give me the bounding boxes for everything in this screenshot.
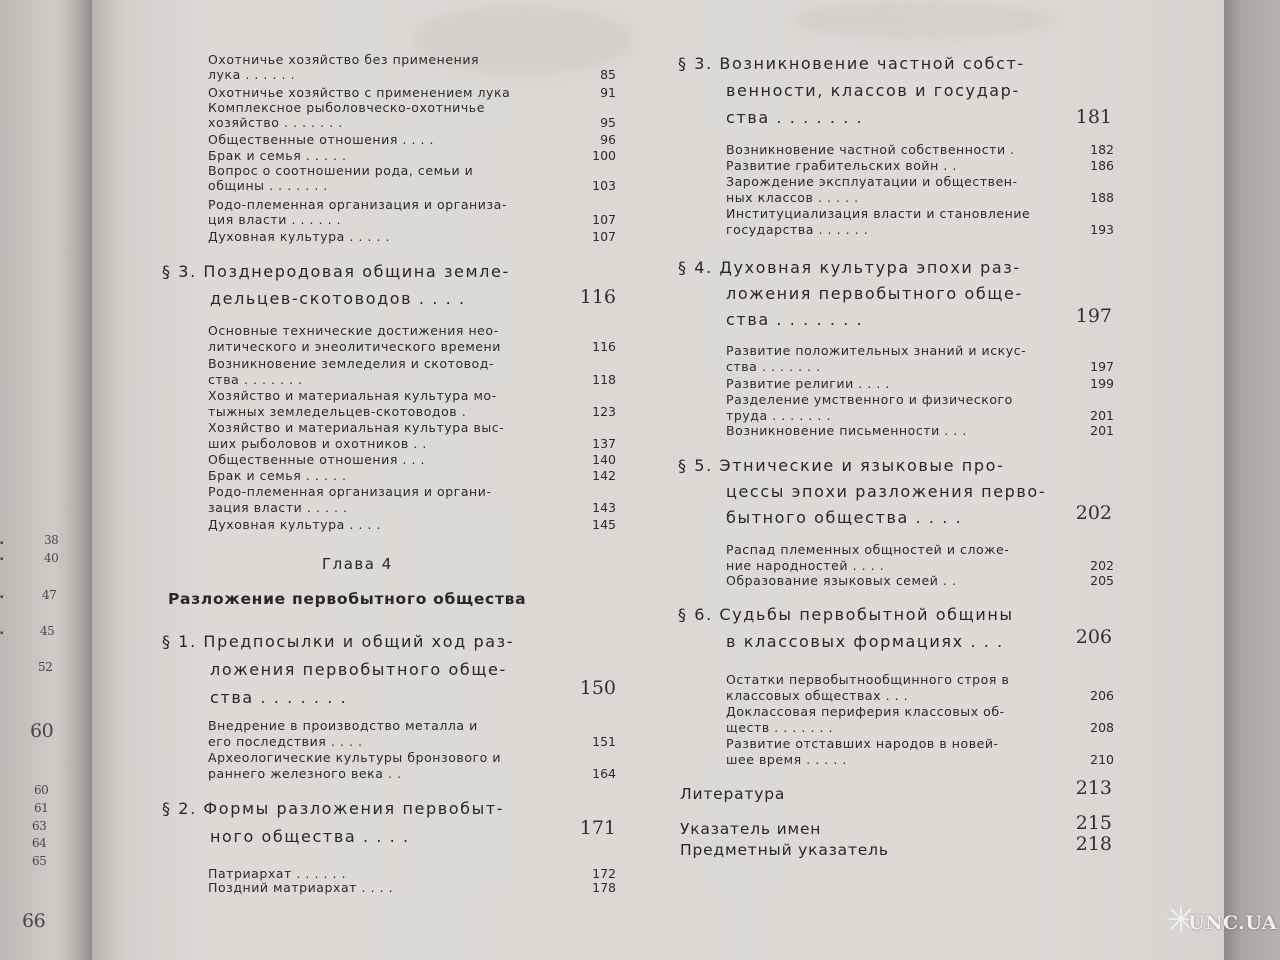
toc-entry-line: Основные технические достижения нео- <box>208 323 499 338</box>
section-heading-line: венности, классов и государ- <box>726 81 1020 100</box>
toc-entry-line: ших рыболовов и охотников . . <box>208 436 427 451</box>
section-heading-line: ства . . . . . . . <box>726 310 864 329</box>
toc-entry-page: 208 <box>1090 720 1114 735</box>
toc-entry-line: государства . . . . . . <box>726 222 869 237</box>
watermark <box>1166 904 1276 948</box>
left-page-number: 45 <box>40 624 55 638</box>
section-heading-line: § 3. Возникновение частной собст- <box>678 54 1025 73</box>
chapter-title: Разложение первобытного общества <box>168 590 527 608</box>
left-page-number: 38 <box>44 533 59 547</box>
section-heading-line: бытного общества . . . . <box>726 508 963 527</box>
toc-final-page: 218 <box>1075 833 1112 855</box>
left-page-number: 40 <box>44 551 59 565</box>
toc-entry-line: Возникновение земледелия и скотовод- <box>208 356 495 371</box>
toc-entry-page: 202 <box>1090 558 1114 573</box>
toc-entry-line: Развитие положительных знаний и искус- <box>726 343 1027 358</box>
toc-entry-line: Брак и семья . . . . . <box>208 468 347 483</box>
toc-entry-line: Общественные отношения . . . . <box>208 132 435 147</box>
section-page-number: 181 <box>1075 106 1112 128</box>
toc-entry-line: Духовная культура . . . . . <box>208 229 391 244</box>
left-page-number: 61 <box>34 801 49 815</box>
toc-entry-line: Хозяйство и материальная культура выс- <box>208 420 505 435</box>
toc-entry-page: 116 <box>592 339 616 354</box>
toc-entry-line: Родо-племенная организация и органи- <box>208 484 492 499</box>
toc-entry-page: 137 <box>592 436 616 451</box>
section-page-number: 206 <box>1075 626 1112 648</box>
section-page-number: 150 <box>579 677 616 699</box>
previous-page-edge <box>0 0 92 960</box>
left-page-number: 66 <box>22 910 46 932</box>
toc-final-entry: Предметный указатель <box>680 841 889 859</box>
toc-entry-line: Развитие отставших народов в новей- <box>726 736 999 751</box>
toc-entry-page: 193 <box>1090 222 1114 237</box>
left-page-mark: ▪ <box>0 556 4 562</box>
toc-entry-line: Развитие грабительских войн . . <box>726 158 957 173</box>
toc-entry-page: 210 <box>1090 752 1114 767</box>
toc-entry-line: Хозяйство и материальная культура мо- <box>208 388 497 403</box>
toc-entry-page: 95 <box>600 115 616 131</box>
toc-entry-page: 85 <box>600 67 616 83</box>
toc-entry-page: 178 <box>592 880 616 895</box>
toc-entry-line: Патриархат . . . . . . <box>208 866 347 881</box>
book-edge-right <box>1224 0 1280 960</box>
toc-entry-page: 201 <box>1090 423 1114 438</box>
left-page-number: 52 <box>38 660 53 674</box>
toc-entry-line: Брак и семья . . . . . <box>208 148 347 163</box>
section-page-number: 197 <box>1075 305 1112 327</box>
toc-entry-line: Археологические культуры бронзового и <box>208 750 502 765</box>
section-heading-line: ложения первобытного обще- <box>726 284 1023 303</box>
toc-final-page: 215 <box>1075 812 1112 834</box>
toc-entry-line: раннего железного века . . <box>208 766 402 781</box>
toc-entry-line: Зарождение эксплуатации и обществен- <box>726 174 1018 189</box>
toc-entry-line: тыжных земледельцев-скотоводов . <box>208 404 467 419</box>
section-page-number: 202 <box>1075 502 1112 524</box>
toc-entry-page: 151 <box>592 734 616 749</box>
section-heading-line: дельцев-скотоводов . . . . <box>210 289 466 308</box>
toc-entry-page: 145 <box>592 517 616 532</box>
toc-entry-page: 103 <box>592 178 616 194</box>
section-heading-line: ложения первобытного обще- <box>210 660 507 679</box>
toc-entry-page: 199 <box>1090 376 1114 391</box>
toc-entry-line: ция власти . . . . . . <box>208 212 342 228</box>
toc-entry-page: 197 <box>1090 359 1114 374</box>
toc-entry-page: 123 <box>592 404 616 419</box>
toc-entry-line: Вопрос о соотношении рода, семьи и <box>208 163 474 178</box>
toc-entry-page: 142 <box>592 468 616 483</box>
left-page-mark: ▪ <box>0 594 4 600</box>
toc-entry-line: литического и энеолитического времени <box>208 339 501 354</box>
toc-final-page: 213 <box>1075 777 1112 799</box>
left-page-number: 60 <box>30 720 54 742</box>
toc-entry-line: зация власти . . . . . <box>208 500 348 515</box>
toc-entry-page: 143 <box>592 500 616 515</box>
toc-entry-page: 107 <box>592 229 616 244</box>
toc-entry-page: 164 <box>592 766 616 781</box>
toc-entry-line: классовых обществах . . . <box>726 688 909 703</box>
left-page-mark: ▪ <box>0 630 4 636</box>
section-heading-line: § 5. Этнические и языковые про- <box>678 456 1005 475</box>
toc-entry-page: 100 <box>592 148 616 163</box>
toc-entry-page: 96 <box>600 132 616 147</box>
toc-entry-line: ства . . . . . . . <box>208 372 303 387</box>
chapter-label: Глава 4 <box>322 555 393 573</box>
left-page-number: 65 <box>32 854 47 868</box>
toc-entry-line: Внедрение в производство металла и <box>208 718 478 733</box>
section-heading-line: § 3. Позднеродовая община земле- <box>162 262 510 281</box>
toc-entry-line: ства . . . . . . . <box>726 359 821 374</box>
section-heading-line: ного общества . . . . <box>210 827 410 846</box>
section-page-number: 171 <box>579 817 616 839</box>
toc-entry-line: Развитие религии . . . . <box>726 376 890 391</box>
toc-entry-line: шее время . . . . . <box>726 752 847 767</box>
section-heading-line: § 4. Духовная культура эпохи раз- <box>678 258 1021 277</box>
toc-entry-page: 206 <box>1090 688 1114 703</box>
toc-entry-line: Доклассовая периферия классовых об- <box>726 704 1005 719</box>
toc-entry-line: лука . . . . . . <box>208 67 296 83</box>
toc-entry-line: Распад племенных общностей и сложе- <box>726 542 1010 557</box>
toc-entry-line: Остатки первобытнообщинного строя в <box>726 672 1010 687</box>
left-page-number: 63 <box>32 819 47 833</box>
toc-entry-page: 205 <box>1090 573 1114 588</box>
toc-entry-line: труда . . . . . . . <box>726 408 831 423</box>
toc-entry-line: ных классов . . . . . <box>726 190 859 205</box>
toc-entry-line: ществ . . . . . . . <box>726 720 834 735</box>
section-heading-line: в классовых формациях . . . <box>726 632 1004 651</box>
toc-entry-line: его последствия . . . . <box>208 734 363 749</box>
section-heading-line: § 6. Судьбы первобытной общины <box>678 605 1014 624</box>
toc-entry-page: 107 <box>592 212 616 228</box>
toc-entry-line: Духовная культура . . . . <box>208 517 382 532</box>
toc-entry-page: 182 <box>1090 142 1114 157</box>
left-page-mark: ▪ <box>0 540 4 546</box>
left-page-number: 60 <box>34 783 49 797</box>
section-page-number: 116 <box>579 286 616 308</box>
toc-entry-line: Возникновение частной собственности . <box>726 142 1015 157</box>
toc-entry-page: 172 <box>592 866 616 881</box>
section-heading-line: ства . . . . . . . <box>210 688 348 707</box>
toc-entry-line: Возникновение письменности . . . <box>726 423 967 438</box>
toc-entry-page: 140 <box>592 452 616 467</box>
toc-entry-page: 91 <box>600 85 616 100</box>
toc-entry-page: 118 <box>592 372 616 387</box>
toc-entry-page: 188 <box>1090 190 1114 205</box>
toc-entry-line: хозяйство . . . . . . . <box>208 115 343 131</box>
section-heading-line: цессы эпохи разложения перво- <box>726 482 1047 501</box>
toc-entry-line: Родо-племенная организация и организа- <box>208 197 507 212</box>
toc-entry-line: Образование языковых семей . . <box>726 573 957 588</box>
toc-entry-line: Общественные отношения . . . <box>208 452 426 467</box>
toc-entry-line: общины . . . . . . . <box>208 178 328 194</box>
toc-entry-line: ние народностей . . . . <box>726 558 885 573</box>
toc-entry-line: Институциализация власти и становление <box>726 206 1031 221</box>
toc-entry-page: 201 <box>1090 408 1114 423</box>
left-page-number: 64 <box>32 836 47 850</box>
section-heading-line: § 2. Формы разложения первобыт- <box>162 799 505 818</box>
toc-final-entry: Указатель имен <box>680 820 822 838</box>
toc-entry-line: Охотничье хозяйство без применения <box>208 52 480 67</box>
toc-final-entry: Литература <box>680 785 786 803</box>
left-page-number: 47 <box>42 588 57 602</box>
toc-entry-line: Разделение умственного и физического <box>726 392 1013 407</box>
section-heading-line: § 1. Предпосылки и общий ход раз- <box>162 632 515 651</box>
section-heading-line: ства . . . . . . . <box>726 108 864 127</box>
toc-entry-line: Комплексное рыболовческо-охотничье <box>208 100 485 115</box>
toc-entry-page: 186 <box>1090 158 1114 173</box>
toc-entry-line: Охотничье хозяйство с применением лука <box>208 85 511 100</box>
watermark-text: UNC.UA <box>1188 912 1278 934</box>
toc-entry-line: Поздний матриархат . . . . <box>208 880 394 895</box>
